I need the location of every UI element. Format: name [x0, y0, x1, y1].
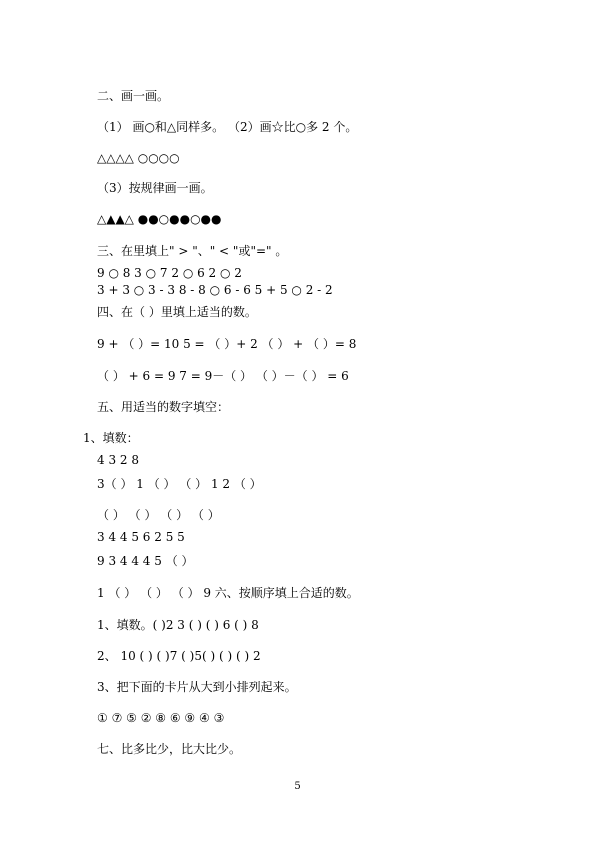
compare-row-2: 3 + 3 ○ 3 - 3 8 - 8 ○ 6 - 6 5 + 5 ○ 2 - 2: [97, 283, 333, 297]
number-row-2: 3（ ） 1 （ ） （ ） 1 2 （ ）: [97, 477, 262, 491]
number-row-1: 4 3 2 8: [97, 453, 139, 467]
number-row-5: 9 3 4 4 4 5 （ ）: [97, 554, 194, 568]
section-five-heading: 五、用适当的数字填空：: [97, 400, 230, 414]
shape-row-triangles-circles: △△△△ ○○○○: [97, 151, 180, 165]
section-three-heading: 三、在里填上" > "、" < "或"=" 。: [97, 244, 288, 258]
number-row-4: 3 4 4 5 6 2 5 5: [97, 530, 185, 544]
task-sort-cards: 3、把下面的卡片从大到小排列起来。: [97, 680, 297, 694]
page-number: 5: [294, 781, 301, 792]
section-four-heading: 四、在（ ）里填上适当的数。: [97, 305, 257, 319]
number-row-6-and-section-six-heading: 1 （ ） （ ） （ ） 9 六、按顺序填上合适的数。: [97, 586, 359, 600]
fill-equation-row-1: 9 + （ ）= 10 5 = （ ）+ 2 （ ） + （ ）= 8: [97, 337, 357, 351]
sequence-row-1: 1、填数。( )2 3 ( ) ( ) 6 ( ) 8: [97, 618, 259, 632]
section-two-heading: 二、画一画。: [97, 89, 170, 103]
subtask-fill-numbers: 1、填数：: [83, 431, 139, 445]
shape-pattern-row: △▲▲△ ●●○●●○●●: [97, 212, 222, 226]
sequence-row-2: 2、 10 ( ) ( )7 ( )5( ) ( ) ( ) 2: [97, 649, 261, 663]
number-row-3: （ ） （ ） （ ） （ ）: [97, 508, 220, 522]
task-draw-by-pattern: （3）按规律画一画。: [97, 181, 213, 195]
task-draw-equal-and-more: （1） 画○和△同样多。 （2）画☆比○多 2 个。: [97, 120, 358, 134]
compare-row-1: 9 ○ 8 3 ○ 7 2 ○ 6 2 ○ 2: [97, 266, 242, 280]
section-seven-heading: 七、比多比少，比大比少。: [97, 742, 242, 756]
fill-equation-row-2: （ ） + 6 = 9 7 = 9－（ ） （ ）－（ ） = 6: [97, 369, 349, 383]
card-numbers-row: ① ⑦ ⑤ ② ⑧ ⑥ ⑨ ④ ③: [97, 711, 225, 725]
